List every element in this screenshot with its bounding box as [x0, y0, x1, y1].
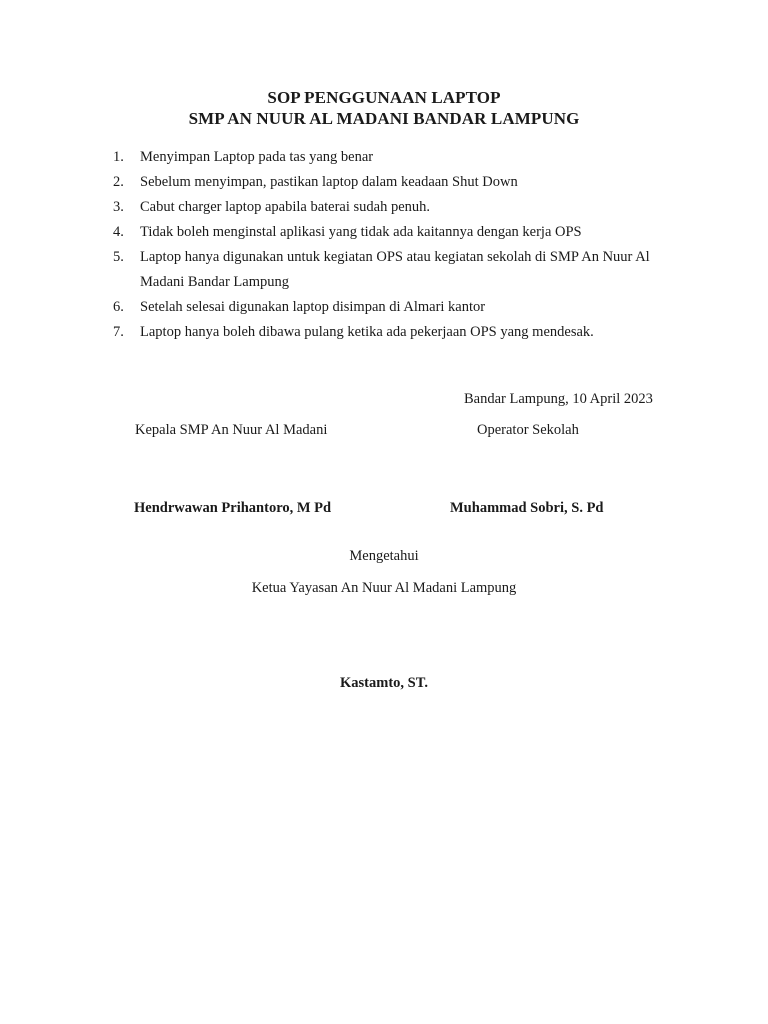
rules-list	[113, 145, 693, 345]
list-item-number: 1.	[113, 149, 124, 165]
list-item-text: Tidak boleh menginstal aplikasi yang tidak ada kaitannya dengan kerja OPS	[140, 224, 582, 240]
acknowledged-label: Mengetahui	[349, 548, 419, 564]
list-item-text: Laptop hanya boleh dibawa pulang ketika ada pekerjaan OPS yang mendesak.	[140, 324, 594, 340]
list-item-text: Sebelum menyimpan, pastikan laptop dalam keadaan Shut Down	[140, 174, 518, 190]
list-item	[113, 170, 693, 195]
list-item	[113, 145, 693, 170]
list-item	[113, 245, 693, 295]
principal-name: Hendrwawan Prihantoro, M Pd	[134, 500, 332, 516]
foundation-chair-name: Kastamto, ST.	[340, 675, 428, 691]
list-item	[113, 295, 693, 320]
document-subtitle: SMP AN NUUR AL MADANI BANDAR LAMPUNG	[188, 109, 580, 128]
list-item	[113, 320, 693, 345]
list-item-number: 2.	[113, 174, 124, 190]
principal-position: Kepala SMP An Nuur Al Madani	[135, 422, 328, 438]
document-title: SOP PENGGUNAAN LAPTOP	[267, 88, 501, 107]
operator-name: Muhammad Sobri, S. Pd	[450, 500, 604, 516]
list-item-number: 7.	[113, 324, 124, 340]
operator-position: Operator Sekolah	[477, 422, 579, 438]
list-item-number: 6.	[113, 299, 124, 315]
list-item	[113, 195, 693, 220]
foundation-chair-position: Ketua Yayasan An Nuur Al Madani Lampung	[251, 580, 517, 596]
list-item-text: Cabut charger laptop apabila baterai sudah penuh.	[140, 199, 431, 215]
list-item-text: Laptop hanya digunakan untuk kegiatan OPS atau kegiatan sekolah di SMP An Nuur Al Madani Bandar Lampung	[140, 249, 650, 290]
list-item-number: 4.	[113, 224, 124, 240]
place-date: Bandar Lampung, 10 April 2023	[464, 391, 653, 407]
list-item-number: 5.	[113, 249, 124, 265]
list-item-text: Menyimpan Laptop pada tas yang benar	[140, 149, 374, 165]
list-item-number: 3.	[113, 199, 124, 215]
list-item-text: Setelah selesai digunakan laptop disimpan di Almari kantor	[140, 299, 486, 315]
list-item	[113, 220, 693, 245]
